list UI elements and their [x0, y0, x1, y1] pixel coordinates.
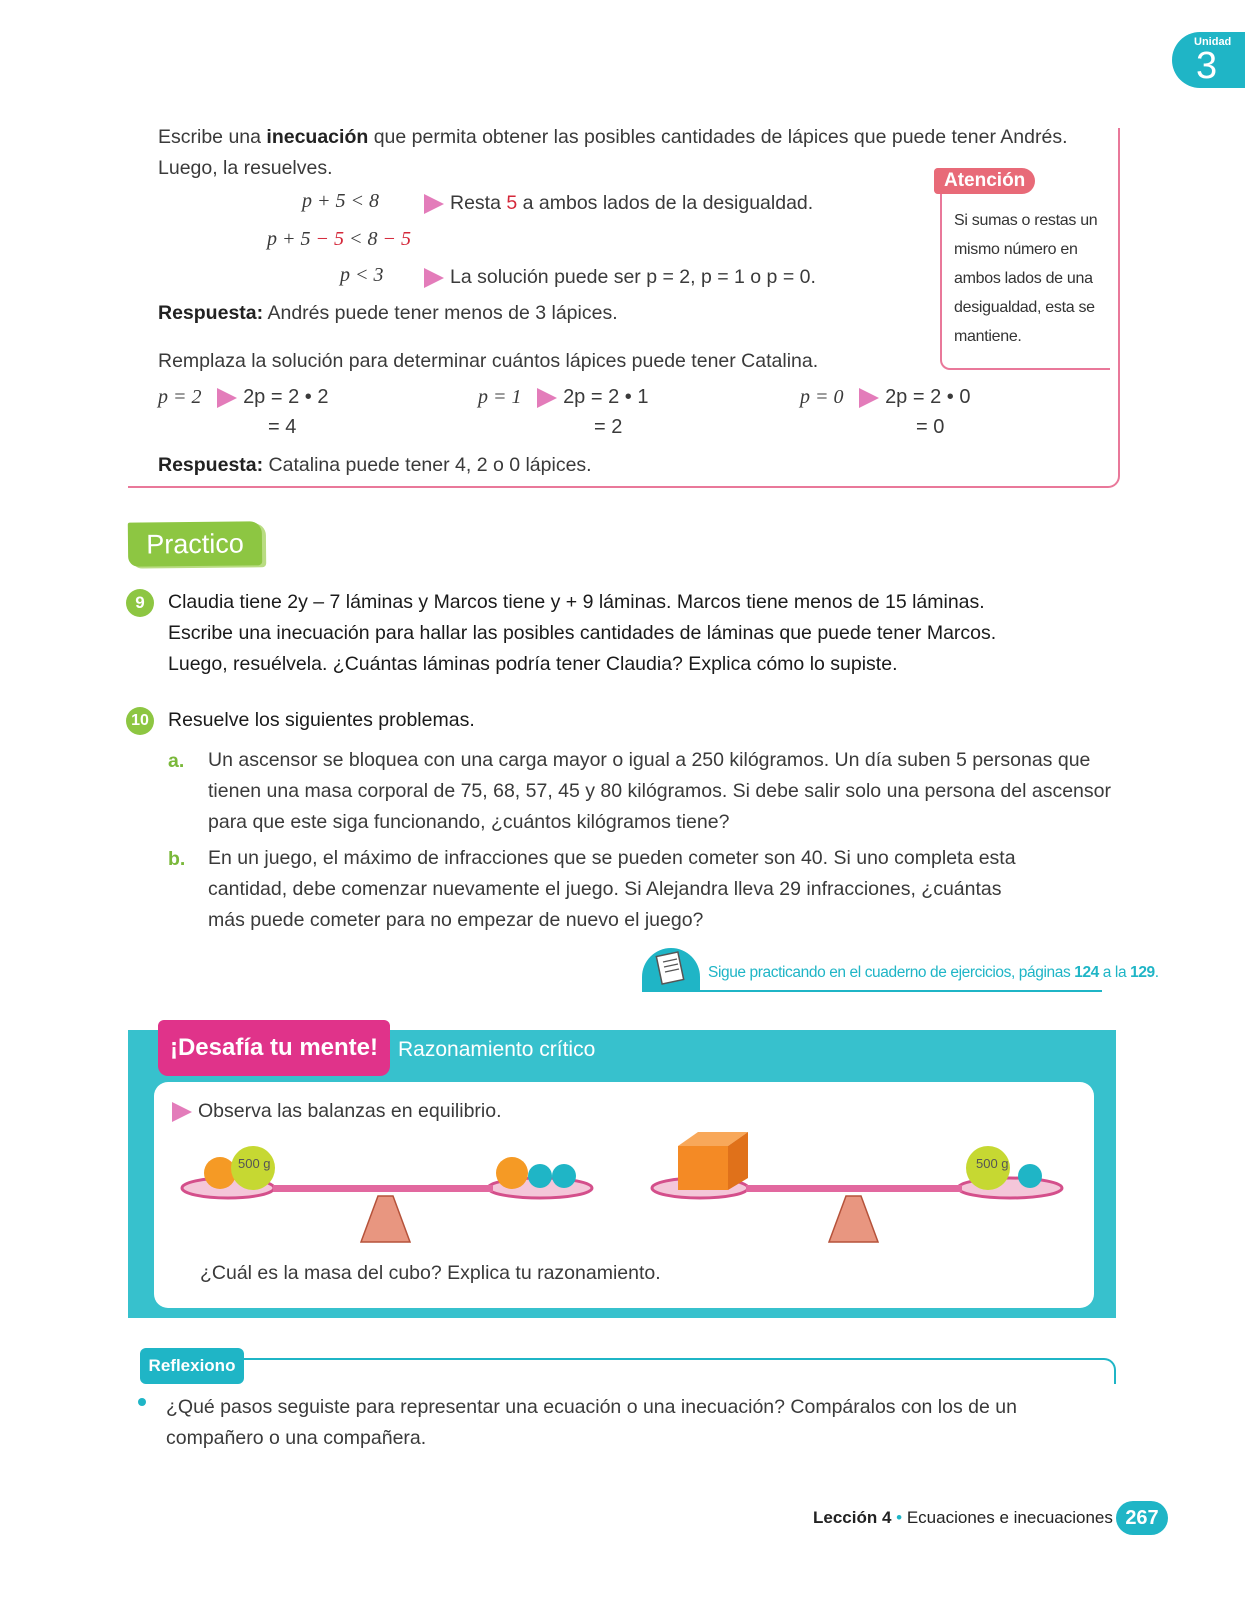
practico-heading: Practico: [128, 521, 262, 566]
case-1: p = 2 2p = 2 • 2: [158, 386, 329, 408]
desafia-question: ¿Cuál es la masa del cubo? Explica tu razonamiento.: [200, 1262, 661, 1284]
weight-label-2: 500 g: [976, 1156, 1009, 1171]
question-9-number: 9: [126, 589, 154, 617]
bullet-icon: [138, 1398, 146, 1406]
weight-label-1: 500 g: [238, 1156, 271, 1171]
desafia-subtitle: Razonamiento crítico: [398, 1038, 596, 1061]
atencion-text: Si sumas o restas un mismo número en ambos lados de una desigualdad, esta se mantiene.: [954, 212, 1098, 345]
example-intro: Escribe una inecuación que permita obtener las posibles cantidades de lápices que puede tener Andrés. Luego, la resuelves.: [158, 126, 1068, 179]
step3-math: p < 3: [340, 264, 384, 286]
question-10a-text: Un ascensor se bloquea con una carga mayor o igual a 250 kilógramos. Un día suben 5 personas que tienen una masa corporal de 75, 68, 57, 45 y 80 kilógramos. Si debe salir solo una persona del ascensor para que este siga funcionando, ¿cuántos kilógramos tiene?: [208, 749, 1111, 833]
cuaderno-line: [642, 990, 1102, 992]
step3-note: La solución puede ser p = 2, p = 1 o p = 0.: [424, 262, 816, 293]
question-10a-letter: a.: [168, 750, 185, 772]
atencion-title: Atención: [934, 168, 1035, 194]
answer-2: Respuesta: Catalina puede tener 4, 2 o 0 lápices.: [158, 454, 592, 476]
balance-scale-1: [178, 1130, 598, 1250]
pink-arrow-icon: [172, 1102, 192, 1122]
step1-math: p + 5 < 8: [302, 190, 379, 212]
question-10b-text: En un juego, el máximo de infracciones que se pueden cometer son 40. Si uno completa esta cantidad, debe comenzar nuevamente el juego. Si Alejandra lleva 29 infracciones, ¿cuántas más puede cometer para no empezar de nuevo el juego?: [208, 847, 1016, 931]
case-2-result: = 2: [594, 416, 623, 438]
footer-lesson: Lección 4 • Ecuaciones e inecuaciones: [813, 1508, 1113, 1527]
case-3-result: = 0: [916, 416, 945, 438]
cuaderno-link[interactable]: Sigue practicando en el cuaderno de ejercicios, páginas 124 a la 129.: [708, 964, 1159, 981]
pink-arrow-icon: [424, 194, 444, 214]
case-2: p = 1 2p = 2 • 1: [478, 386, 649, 408]
unit-label: Unidad: [1194, 36, 1232, 48]
step2-math: p + 5 − 5 < 8 − 5: [267, 228, 411, 250]
replace-text: Remplaza la solución para determinar cuántos lápices puede tener Catalina.: [158, 350, 819, 372]
question-9-text: Claudia tiene 2y – 7 láminas y Marcos tiene y + 9 láminas. Marcos tiene menos de 15 láminas. Escribe una inecuación para hallar las posibles cantidades de láminas que puede tener Marcos. Luego, resuélvela. ¿Cuántas láminas podría tener Claudia? Explica cómo lo supiste.: [168, 591, 997, 675]
notebook-icon: [642, 948, 700, 992]
unit-number: 3: [1196, 45, 1218, 87]
pink-arrow-icon: [217, 388, 237, 408]
question-10-number: 10: [126, 707, 154, 735]
desafia-tab: ¡Desafía tu mente!: [158, 1020, 390, 1076]
reflexiono-text: ¿Qué pasos seguiste para representar una ecuación o una inecuación? Compáralos con los de un compañero o una compañera.: [166, 1396, 1017, 1449]
answer-1: Respuesta: Andrés puede tener menos de 3 lápices.: [158, 302, 618, 324]
case-3: p = 0 2p = 2 • 0: [800, 386, 971, 408]
unit-tab: [1172, 32, 1245, 88]
pink-arrow-icon: [424, 268, 444, 288]
pink-arrow-icon: [859, 388, 879, 408]
pink-arrow-icon: [537, 388, 557, 408]
step1-note: Resta 5 a ambos lados de la desigualdad.: [424, 188, 813, 219]
reflexiono-heading: Reflexiono: [140, 1348, 244, 1384]
page-number: 267: [1116, 1501, 1168, 1535]
question-10b-letter: b.: [168, 848, 186, 870]
balance-scale-2: [648, 1126, 1068, 1250]
orange-ball: [204, 1157, 236, 1189]
reflexiono-line: [244, 1358, 1116, 1384]
desafia-instruction: Observa las balanzas en equilibrio.: [172, 1096, 502, 1127]
question-10-title: Resuelve los siguientes problemas.: [168, 709, 475, 731]
case-1-result: = 4: [268, 416, 297, 438]
